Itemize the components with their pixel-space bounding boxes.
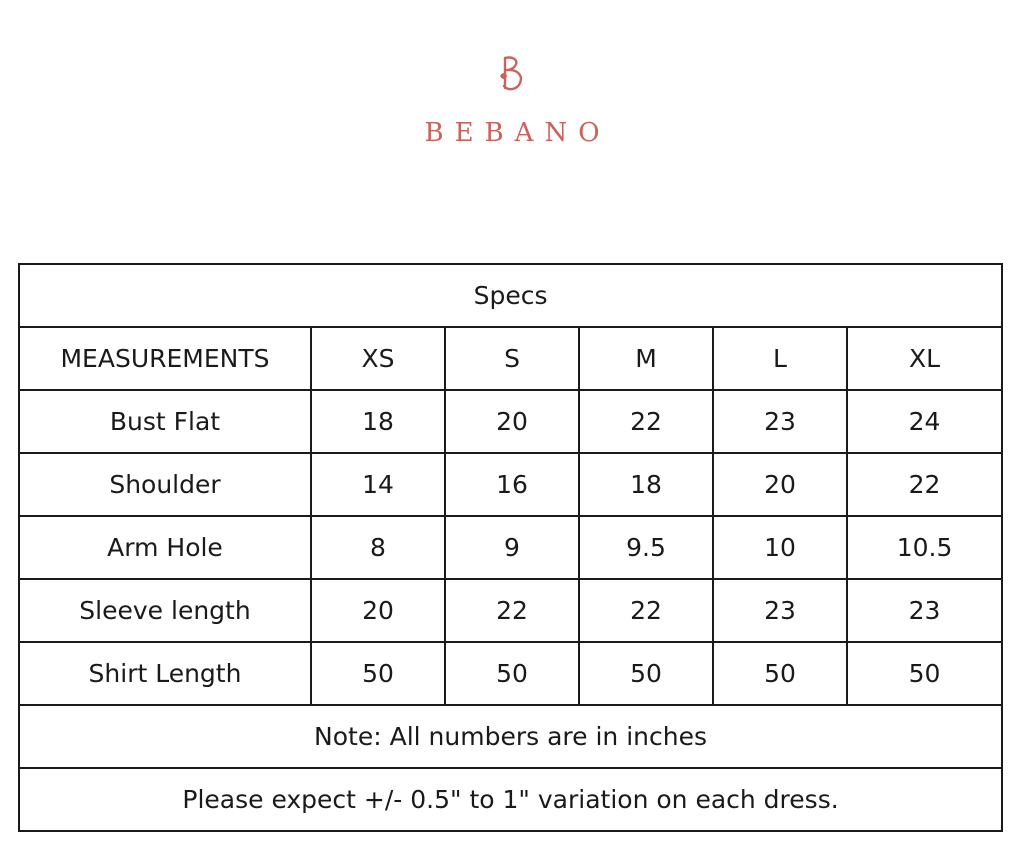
table-row bbox=[19, 516, 1002, 579]
table-cell: 14 bbox=[311, 453, 445, 516]
table-cell: 20 bbox=[445, 390, 579, 453]
table-cell: 20 bbox=[713, 453, 847, 516]
table-cell: 9.5 bbox=[579, 516, 713, 579]
row-label: Shoulder bbox=[19, 453, 311, 516]
table-header-row bbox=[19, 327, 1002, 390]
units-note: Note: All numbers are in inches bbox=[19, 705, 1002, 768]
table-cell: 18 bbox=[311, 390, 445, 453]
row-label: Arm Hole bbox=[19, 516, 311, 579]
table-cell: 23 bbox=[847, 579, 1002, 642]
table-cell: 23 bbox=[713, 390, 847, 453]
table-cell: 50 bbox=[713, 642, 847, 705]
row-label: Bust Flat bbox=[19, 390, 311, 453]
table-cell: 22 bbox=[579, 390, 713, 453]
table-cell: 50 bbox=[847, 642, 1002, 705]
table-cell: 10.5 bbox=[847, 516, 1002, 579]
table-title: Specs bbox=[19, 264, 1002, 327]
bebano-b-monogram-icon bbox=[492, 52, 532, 104]
table-cell: 50 bbox=[311, 642, 445, 705]
table-cell: 50 bbox=[445, 642, 579, 705]
header-cell: XL bbox=[847, 327, 1002, 390]
header-cell: XS bbox=[311, 327, 445, 390]
table-row bbox=[19, 390, 1002, 453]
table-cell: 23 bbox=[713, 579, 847, 642]
table-cell: 18 bbox=[579, 453, 713, 516]
brand-logo bbox=[0, 52, 1024, 148]
table-row bbox=[19, 453, 1002, 516]
row-label: Sleeve length bbox=[19, 579, 311, 642]
brand-name: BEBANO bbox=[424, 118, 611, 148]
header-cell: S bbox=[445, 327, 579, 390]
variation-disclaimer: Please expect +/- 0.5" to 1" variation on each dress. bbox=[19, 768, 1002, 831]
table-cell: 24 bbox=[847, 390, 1002, 453]
table-cell: 8 bbox=[311, 516, 445, 579]
table-cell: 9 bbox=[445, 516, 579, 579]
table-cell: 22 bbox=[847, 453, 1002, 516]
header-cell: MEASUREMENTS bbox=[19, 327, 311, 390]
table-row bbox=[19, 579, 1002, 642]
table-cell: 50 bbox=[579, 642, 713, 705]
table-cell: 10 bbox=[713, 516, 847, 579]
table-cell: 20 bbox=[311, 579, 445, 642]
note-row bbox=[19, 705, 1002, 768]
disclaimer-row bbox=[19, 768, 1002, 831]
table-row bbox=[19, 642, 1002, 705]
size-spec-table bbox=[18, 263, 1003, 832]
table-cell: 22 bbox=[579, 579, 713, 642]
table-title-row bbox=[19, 264, 1002, 327]
table-cell: 22 bbox=[445, 579, 579, 642]
table-cell: 16 bbox=[445, 453, 579, 516]
header-cell: M bbox=[579, 327, 713, 390]
row-label: Shirt Length bbox=[19, 642, 311, 705]
header-cell: L bbox=[713, 327, 847, 390]
